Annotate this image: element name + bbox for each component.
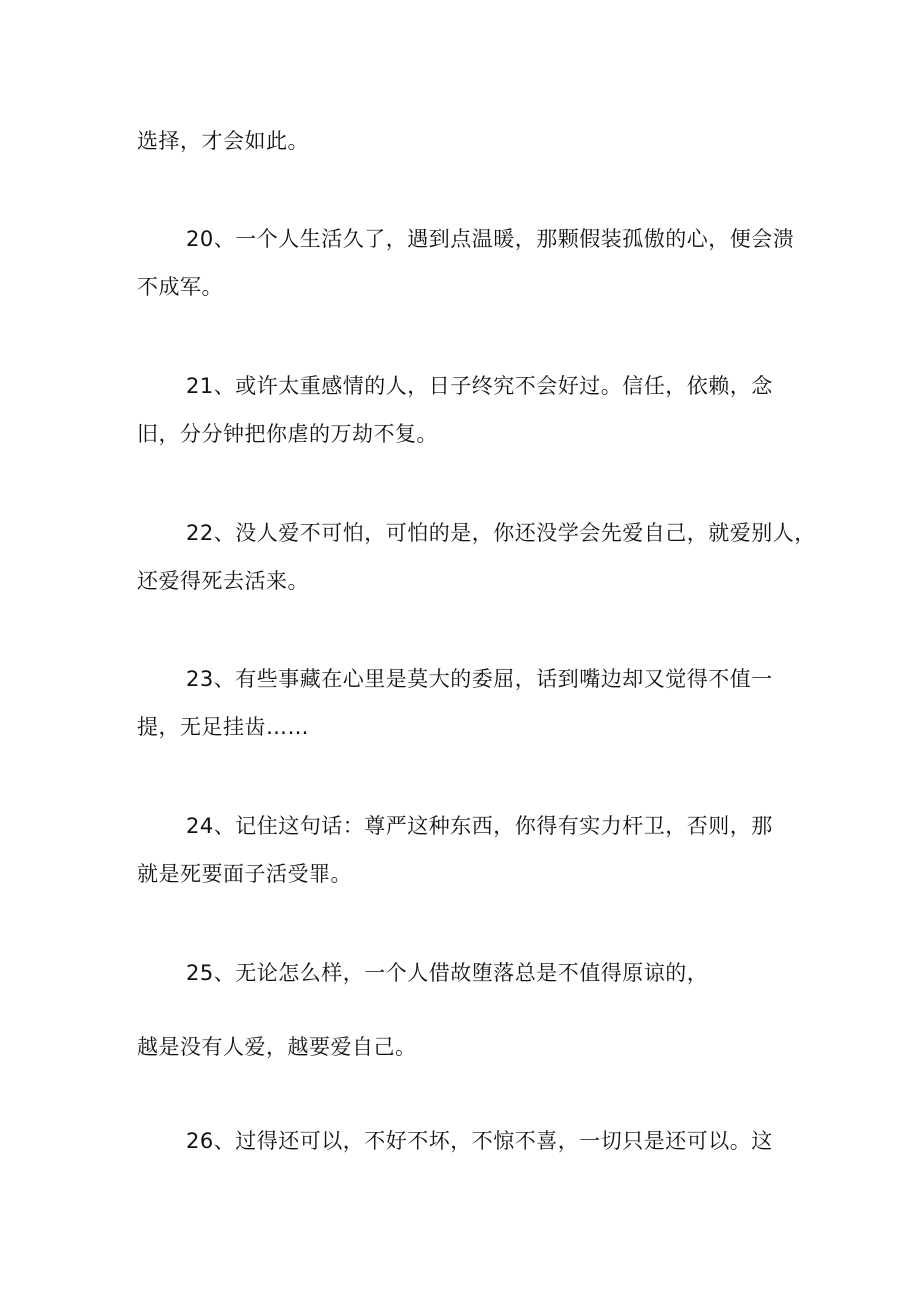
paragraph-26-line-1: 26、过得还可以，不好不坏，不惊不喜，一切只是还可以。这: [186, 1129, 773, 1153]
paragraph-25-line-1: 25、无论怎么样，一个人借故堕落总是不值得原谅的，: [186, 961, 709, 985]
paragraph-24-line-2: 就是死要面子活受罪。: [137, 862, 352, 886]
paragraph-fragment: 选择，才会如此。: [137, 129, 309, 153]
paragraph-22-line-1: 22、没人爱不可怕，可怕的是，你还没学会先爱自己，就爱别人，: [186, 521, 816, 545]
paragraph-21-line-2: 旧，分分钟把你虐的万劫不复。: [137, 422, 438, 446]
paragraph-23-line-2: 提，无足挂齿……: [137, 715, 309, 739]
paragraph-24-line-1: 24、记住这句话：尊严这种东西，你得有实力杆卫，否则，那: [186, 814, 773, 838]
paragraph-25-line-2: 越是没有人爱，越要爱自己。: [137, 1035, 417, 1059]
paragraph-21-line-1: 21、或许太重感情的人，日子终究不会好过。信任，依赖，念: [186, 374, 773, 398]
paragraph-23-line-1: 23、有些事藏在心里是莫大的委屈，话到嘴边却又觉得不值一: [186, 667, 773, 691]
paragraph-22-line-2: 还爱得死去活来。: [137, 569, 309, 593]
paragraph-20-line-1: 20、一个人生活久了，遇到点温暖，那颗假装孤傲的心，便会溃: [186, 227, 795, 251]
paragraph-20-line-2: 不成军。: [137, 275, 223, 299]
